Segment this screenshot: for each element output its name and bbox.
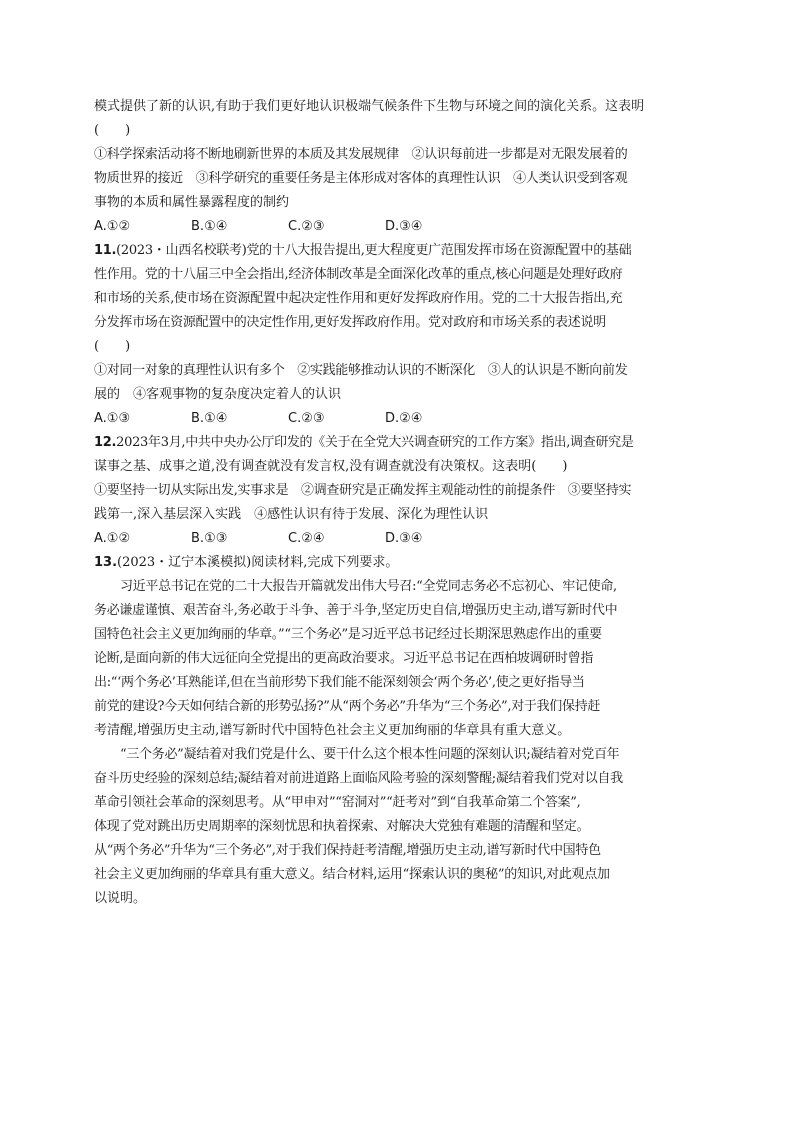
prompt-line: 社会主义更加绚丽的华章具有重大意义。结合材料,运用“探索认识的奥秘”的知识,对此观点加	[94, 867, 610, 882]
answer-blank: ( )	[94, 123, 131, 138]
prompt-line: 从“两个务必”升华为“三个务必”,对于我们保持赶考清醒,增强历史主动,谱写新时代中国特色	[94, 843, 601, 858]
question-number: 12.	[94, 435, 117, 450]
material-paragraph-2	[94, 743, 706, 839]
option-a[interactable]: A.①③	[94, 411, 131, 426]
material-line: 考清醒,增强历史主动,谱写新时代中国特色社会主义更加绚丽的华章具有重大意义。	[94, 723, 571, 738]
statement-line: ①科学探索活动将不断地刷新世界的本质及其发展规律 ②认识每前进一步都是对无限发展着的	[94, 147, 628, 162]
option-c[interactable]: C.②④	[288, 531, 325, 546]
question-text-line: 分发挥市场在资源配置中的决定性作用,更好发挥政府作用。党对政府和市场关系的表述说明	[94, 315, 606, 330]
option-d[interactable]: D.③④	[385, 531, 423, 546]
material-line: 务必谦虚谨慎、艰苦奋斗,务必敢于斗争、善于斗争,坚定历史自信,增强历史主动,谱写新时代中	[94, 603, 618, 618]
material-line: 体现了党对跳出历史周期率的深刻忧思和执着探索、对解决大党独有难题的清醒和坚定。	[94, 819, 590, 834]
statement-line: ①要坚持一切从实际出发,实事求是 ②调查研究是正确发挥主观能动性的前提条件 ③要坚持实	[94, 483, 632, 498]
question-prompt	[94, 839, 706, 911]
material-line: 国特色社会主义更加绚丽的华章。”“三个务必”是习近平总书记经过长期深思熟虑作出的重要	[94, 627, 602, 642]
question-text-line: 谋事之基、成事之道,没有调查就没有发言权,没有调查就没有决策权。这表明( )	[94, 459, 568, 474]
statement-line: ①对同一对象的真理性认识有多个 ②实践能够推动认识的不断深化 ③人的认识是不断向前发	[94, 363, 628, 378]
answer-blank: ( )	[94, 339, 131, 354]
option-b[interactable]: B.①④	[191, 411, 228, 426]
option-d[interactable]: D.③④	[385, 219, 423, 234]
option-c[interactable]: C.②③	[288, 219, 325, 234]
question-number: 13.	[94, 555, 118, 570]
question-text-line: 11.(2023・山西名校联考)党的十八大报告提出,更大程度更广范围发挥市场在资源配置中的基础	[94, 243, 632, 258]
option-b[interactable]: B.①③	[191, 531, 228, 546]
prompt-line: 以说明。	[94, 891, 147, 906]
material-line: 出:“‘两个务必’耳熟能详,但在当前形势下我们能不能深刻领会‘两个务必’,使之更好指导当	[94, 675, 585, 690]
question-11	[94, 239, 706, 431]
statement-line: 物质世界的接近 ③科学研究的重要任务是主体形成对客体的真理性认识 ④人类认识受到客观	[94, 171, 628, 186]
option-a[interactable]: A.①②	[94, 531, 131, 546]
question-13	[94, 551, 706, 911]
question-text-line: 12.2023年3月,中共中央办公厅印发的《关于在全党大兴调查研究的工作方案》指出,调查研究是	[94, 435, 634, 450]
material-paragraph-1	[94, 575, 706, 743]
exam-page	[94, 95, 706, 911]
material-line: 习近平总书记在党的二十大报告开篇就发出伟大号召:“全党同志务必不忘初心、牢记使命,	[120, 579, 617, 594]
statement-line: 事物的本质和属性暴露程度的制约	[94, 195, 290, 210]
answer-options	[94, 215, 706, 239]
option-b[interactable]: B.①④	[191, 219, 228, 234]
question-12	[94, 431, 706, 551]
material-line: 论断,是面向新的伟大远征向全党提出的更高政治要求。习近平总书记在西柏坡调研时曾指	[94, 651, 594, 666]
material-line: 前党的建设?今天如何结合新的形势弘扬?”从“两个务必”升华为“三个务必”,对于我们保持赶	[94, 699, 601, 714]
question-text-line: 性作用。党的十八届三中全会指出,经济体制改革是全面深化改革的重点,核心问题是处理好政府	[94, 267, 623, 282]
option-a[interactable]: A.①②	[94, 219, 131, 234]
answer-options	[94, 407, 706, 431]
question-text-line: 和市场的关系,使市场在资源配置中起决定性作用和更好发挥政府作用。党的二十大报告指出,充	[94, 291, 623, 306]
material-line: 革命引领社会革命的深刻思考。从“甲申对”“窑洞对”“赶考对”到“自我革命第二个答案”,	[94, 795, 581, 810]
statement-line: 展的 ④客观事物的复杂度决定着人的认识	[94, 387, 342, 402]
answer-options	[94, 527, 706, 551]
question-10	[94, 95, 706, 239]
material-line: “三个务必”凝结着对我们党是什么、要干什么这个根本性问题的深刻认识;凝结着对党百年	[120, 747, 620, 762]
question-number: 11.	[94, 243, 117, 258]
option-c[interactable]: C.②③	[288, 411, 325, 426]
question-text-line: 模式提供了新的认识,有助于我们更好地认识极端气候条件下生物与环境之间的演化关系。这表明	[94, 99, 645, 114]
option-d[interactable]: D.②④	[385, 411, 423, 426]
question-text-line: 13.(2023・辽宁本溪模拟)阅读材料,完成下列要求。	[94, 555, 399, 570]
material-line: 奋斗历史经验的深刻总结;凝结着对前进道路上面临风险考验的深刻警醒;凝结着我们党对以自我	[94, 771, 623, 786]
statement-line: 践第一,深入基层深入实践 ④感性认识有待于发展、深化为理性认识	[94, 507, 489, 522]
